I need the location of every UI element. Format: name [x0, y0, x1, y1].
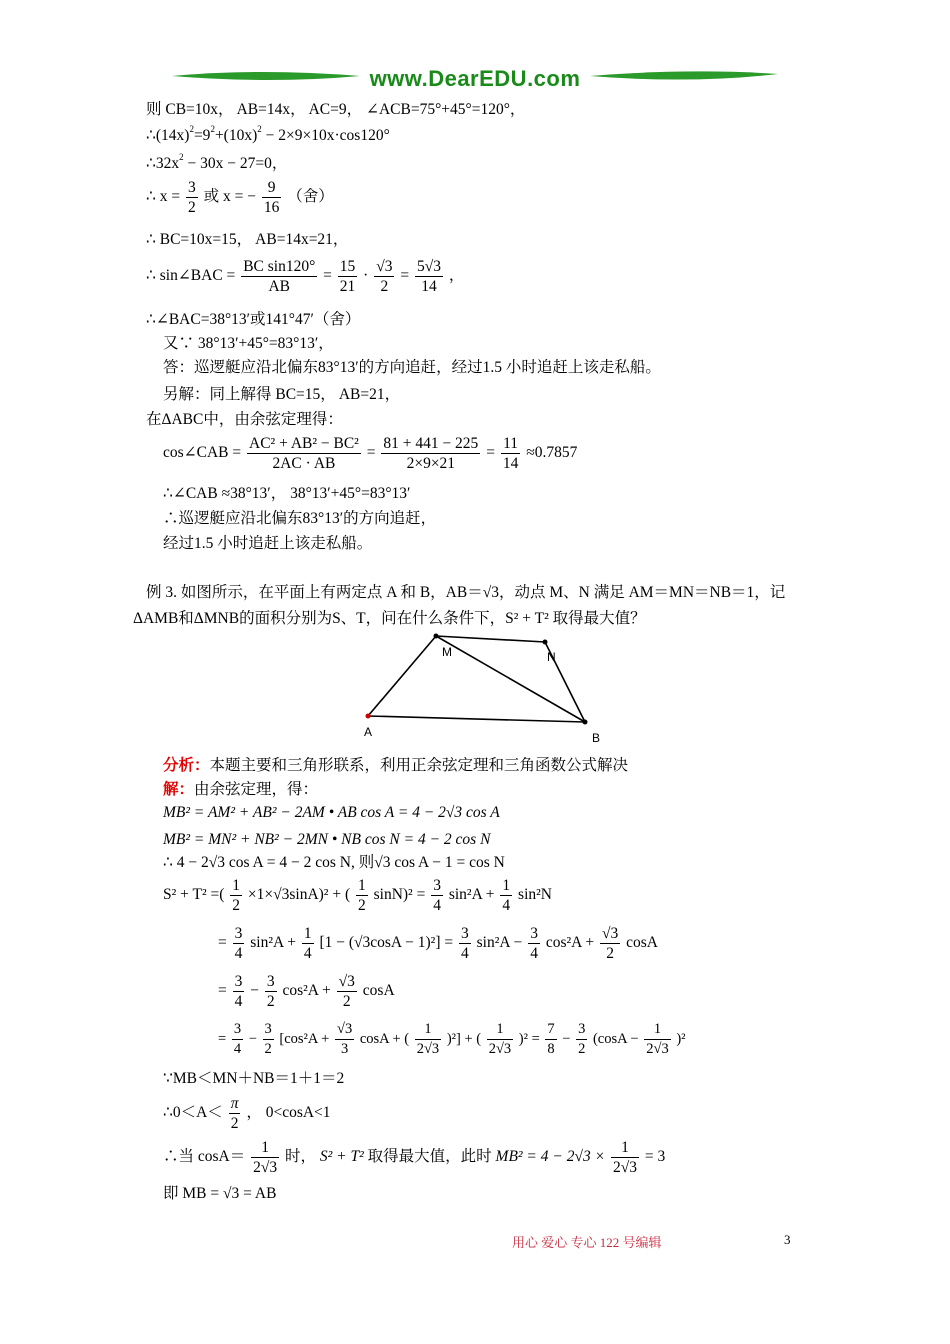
analysis-line: 分析：本题主要和三角形联系，利用正余弦定理和三角函数公式解决 [163, 757, 629, 774]
footer-text: 用心 爱心 专心 122 号编辑 [512, 1235, 662, 1250]
solution-line: 解：由余弦定理，得： [163, 781, 319, 798]
site-header [170, 62, 780, 96]
solution-step-6: = $\frac{3}{4}$ − $\frac{3}{2}$ cos²A + $\frac{√3}{2}$ cosA [218, 973, 395, 1010]
line-6: ∴ sin∠BAC = $\frac{\text{BC sin120°}}{AB}$ = $\frac{15}{21}$ · $\frac{√3}{2}$ = $\frac{5√3}{14}$ ， [146, 258, 465, 295]
point-n [543, 640, 548, 645]
point-b [583, 720, 588, 725]
line-15: 经过1.5 小时追赶上该走私船。 [163, 535, 373, 552]
solution-step-2: MB² = MN² + NB² − 2MN • NB cos N = 4 − 2 cos N [163, 831, 491, 848]
solution-step-11: 即 MB = √3 = AB [163, 1185, 277, 1202]
site-url[interactable]: www.DearEDU.com [369, 66, 581, 91]
line-7: ∴∠BAC=38°13′或141°47′（舍） [146, 311, 361, 328]
page-number: 3 [784, 1232, 791, 1247]
solution-step-3: ∴ 4 − 2√3 cos A = 4 − 2 cos N, 则√3 cos A − 1 = cos N [163, 854, 505, 871]
example3-statement-1: 例 3. 如图所示，在平面上有两定点 A 和 B，AB＝√3，动点 M、N 满足 AM＝MN＝NB＝1，记 [146, 584, 786, 601]
line-13: ∴∠CAB ≈38°13′， 38°13′+45°=83°13′ [163, 485, 411, 502]
point-m [434, 634, 439, 639]
quadrilateral-figure [360, 628, 600, 746]
line-1: 则 CB=10x， AB=14x， AC=9， ∠ACB=75°+45°=120°， [146, 101, 526, 118]
line-11: 在ΔABC中，由余弦定理得： [146, 411, 343, 428]
example3-statement-2: ΔAMB和ΔMNB的面积分别为S、T，问在什么条件下，S² + T² 取得最大值？ [133, 610, 646, 627]
line-9: 答：巡逻艇应沿北偏东83°13′的方向追赶，经过1.5 小时追赶上该走私船。 [163, 359, 661, 376]
label-n: N [547, 650, 556, 664]
solution-step-4: S² + T² =( $\frac{1}{2}$ ×1×√3sinA)² + ( $\frac{1}{2}$ sinN)² = $\frac{3}{4}$ sin²A + $\frac{1}{4}$ sin²N [163, 877, 552, 914]
point-a [366, 714, 371, 719]
solution-step-1: MB² = AM² + AB² − 2AM • AB cos A = 4 − 2√3 cos A [163, 804, 500, 821]
line-8: 又∵ 38°13′+45°=83°13′， [163, 335, 334, 352]
segment-mn [436, 636, 545, 642]
line-2: $\therefore(14x)^2=9^2+(10x)^2 - 2\times 9\times 10x\cdot\cos 120^\circ$ [146, 124, 390, 144]
line-10: 另解：同上解得 BC=15， AB=21， [163, 386, 401, 403]
solution-step-7: = $\frac{3}{4}$ − $\frac{3}{2}$ [cos²A + $\frac{√3}{3}$ cosA + ( $\frac{1}{2√3}$ )²] + ( $\frac{1}{2√3}$ )² = $\frac{7}{8}$ − $\frac{3}{2}$ (cosA − $\frac{1}{2√3}$ )² [218, 1021, 686, 1057]
solution-step-5: = $\frac{3}{4}$ sin²A + $\frac{1}{4}$ [1 − (√3cosA − 1)²] = $\frac{3}{4}$ sin²A − $\frac{3}{4}$ cos²A + $\frac{√3}{2}$ cosA [218, 925, 658, 962]
line-3: $\therefore 32x^2 - 30x - 27=0$， [146, 152, 288, 172]
solution-step-9: ∴0＜A＜ $\frac{\pi}{2}$ ， 0<cosA<1 [163, 1095, 331, 1132]
line-12: cos∠CAB = $\frac{\text{AC² + AB² − BC²}}{2AC \cdot AB}$ = $\frac{81 + 441 - 225}{2\times 9\times 21}$ = $\frac{11}{14}$ ≈0.7857 [163, 435, 578, 472]
label-a: A [364, 725, 373, 739]
solution-step-10: ∴当 cosA＝ $\frac{1}{2√3}$ 时， S² + T² 取得最大值，此时 MB² = 4 − 2√3 × $\frac{1}{2√3}$ = 3 [163, 1139, 666, 1176]
segment-ab [368, 716, 585, 722]
label-m: M [442, 645, 452, 659]
line-5: ∴ BC=10x=15， AB=14x=21， [146, 231, 349, 248]
line-14: ∴巡逻艇应沿北偏东83°13′的方向追赶， [163, 510, 437, 527]
label-b: B [592, 731, 600, 745]
solution-step-8: ∵MB＜MN＋NB＝1＋1＝2 [163, 1070, 345, 1087]
segment-am [368, 636, 436, 716]
line-4: ∴ x = $\frac{3}{2}$ 或 x = − $\frac{9}{16}$ （舍） [146, 179, 334, 216]
